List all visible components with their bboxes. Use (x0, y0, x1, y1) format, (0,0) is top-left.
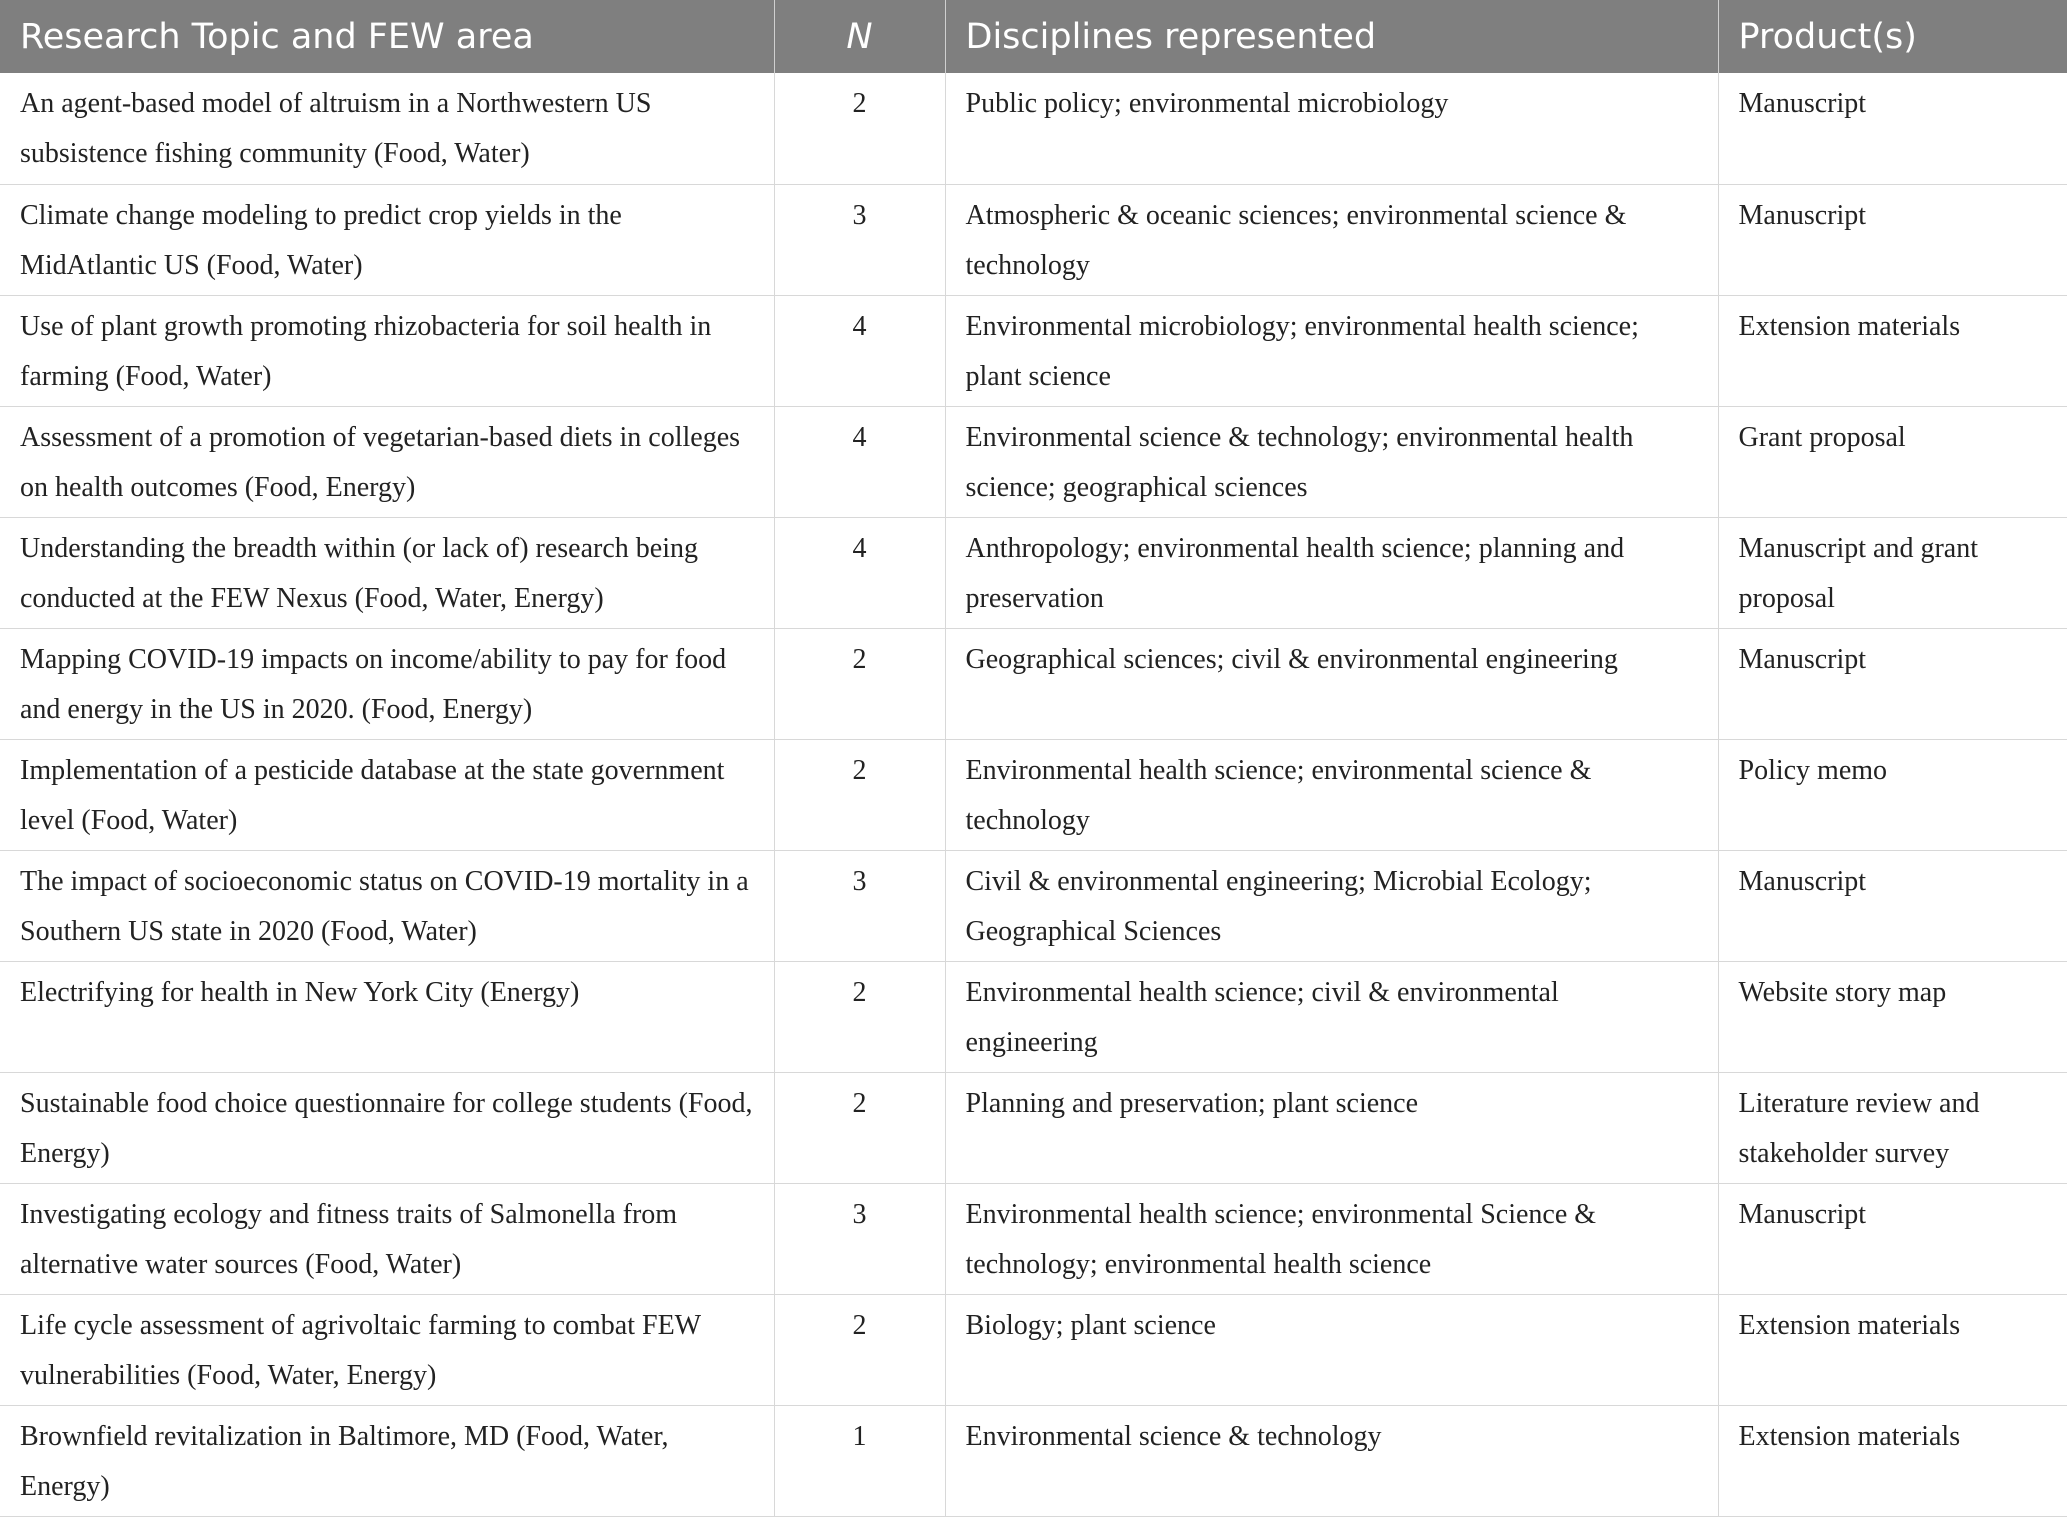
cell-products: Extension materials (1718, 295, 2067, 406)
cell-disciplines: Environmental health science; environmental science & technology (945, 739, 1718, 850)
table-row (0, 73, 2067, 184)
cell-products: Policy memo (1718, 739, 2067, 850)
cell-topic: Assessment of a promotion of vegetarian-based diets in colleges on health outcomes (Food, Energy) (0, 406, 774, 517)
table-row (0, 850, 2067, 961)
table-row (0, 628, 2067, 739)
table-row (0, 517, 2067, 628)
cell-n: 2 (774, 1072, 945, 1183)
table-row (0, 184, 2067, 295)
cell-disciplines: Environmental science & technology (945, 1405, 1718, 1516)
cell-disciplines: Public policy; environmental microbiology (945, 73, 1718, 184)
cell-n: 3 (774, 1183, 945, 1294)
cell-products: Grant proposal (1718, 406, 2067, 517)
cell-disciplines: Environmental science & technology; environmental health science; geographical sciences (945, 406, 1718, 517)
cell-n: 3 (774, 850, 945, 961)
cell-products: Manuscript (1718, 850, 2067, 961)
header-products: Product(s) (1718, 0, 2067, 73)
cell-topic: The impact of socioeconomic status on COVID-19 mortality in a Southern US state in 2020 (Food, Water) (0, 850, 774, 961)
cell-topic: Climate change modeling to predict crop yields in the MidAtlantic US (Food, Water) (0, 184, 774, 295)
cell-n: 2 (774, 628, 945, 739)
table-row (0, 1294, 2067, 1405)
cell-disciplines: Anthropology; environmental health science; planning and preservation (945, 517, 1718, 628)
header-topic: Research Topic and FEW area (0, 0, 774, 73)
cell-disciplines: Biology; plant science (945, 1294, 1718, 1405)
cell-products: Manuscript (1718, 184, 2067, 295)
table-row (0, 1072, 2067, 1183)
cell-disciplines: Civil & environmental engineering; Microbial Ecology; Geographical Sciences (945, 850, 1718, 961)
table-row (0, 1183, 2067, 1294)
header-disciplines: Disciplines represented (945, 0, 1718, 73)
table-row (0, 1405, 2067, 1516)
cell-topic: Brownfield revitalization in Baltimore, MD (Food, Water, Energy) (0, 1405, 774, 1516)
cell-products: Website story map (1718, 961, 2067, 1072)
cell-topic: Implementation of a pesticide database at the state government level (Food, Water) (0, 739, 774, 850)
table-row (0, 295, 2067, 406)
cell-n: 2 (774, 961, 945, 1072)
cell-n: 4 (774, 517, 945, 628)
cell-n: 1 (774, 1405, 945, 1516)
header-n: N (774, 0, 945, 73)
table-header (0, 0, 2067, 73)
cell-topic: Use of plant growth promoting rhizobacteria for soil health in farming (Food, Water) (0, 295, 774, 406)
cell-products: Manuscript and grant proposal (1718, 517, 2067, 628)
table-row (0, 406, 2067, 517)
cell-topic: Electrifying for health in New York City (Energy) (0, 961, 774, 1072)
cell-topic: An agent-based model of altruism in a Northwestern US subsistence fishing community (Food, Water) (0, 73, 774, 184)
cell-products: Manuscript (1718, 73, 2067, 184)
cell-products: Literature review and stakeholder survey (1718, 1072, 2067, 1183)
cell-products: Extension materials (1718, 1405, 2067, 1516)
cell-n: 3 (774, 184, 945, 295)
cell-topic: Understanding the breadth within (or lack of) research being conducted at the FEW Nexus (Food, Water, Energy) (0, 517, 774, 628)
cell-topic: Life cycle assessment of agrivoltaic farming to combat FEW vulnerabilities (Food, Water, Energy) (0, 1294, 774, 1405)
cell-topic: Mapping COVID-19 impacts on income/ability to pay for food and energy in the US in 2020. (Food, Energy) (0, 628, 774, 739)
cell-products: Extension materials (1718, 1294, 2067, 1405)
cell-disciplines: Environmental microbiology; environmental health science; plant science (945, 295, 1718, 406)
cell-disciplines: Geographical sciences; civil & environmental engineering (945, 628, 1718, 739)
cell-n: 4 (774, 406, 945, 517)
table-row (0, 739, 2067, 850)
cell-n: 2 (774, 1294, 945, 1405)
cell-disciplines: Environmental health science; civil & environmental engineering (945, 961, 1718, 1072)
cell-n: 4 (774, 295, 945, 406)
table-row (0, 961, 2067, 1072)
cell-products: Manuscript (1718, 1183, 2067, 1294)
cell-topic: Sustainable food choice questionnaire for college students (Food, Energy) (0, 1072, 774, 1183)
cell-topic: Investigating ecology and fitness traits of Salmonella from alternative water sources (Food, Water) (0, 1183, 774, 1294)
cell-n: 2 (774, 73, 945, 184)
cell-disciplines: Environmental health science; environmental Science & technology; environmental health science (945, 1183, 1718, 1294)
cell-n: 2 (774, 739, 945, 850)
cell-disciplines: Atmospheric & oceanic sciences; environmental science & technology (945, 184, 1718, 295)
header-row (0, 0, 2067, 73)
cell-products: Manuscript (1718, 628, 2067, 739)
table-body (0, 73, 2067, 1516)
cell-disciplines: Planning and preservation; plant science (945, 1072, 1718, 1183)
